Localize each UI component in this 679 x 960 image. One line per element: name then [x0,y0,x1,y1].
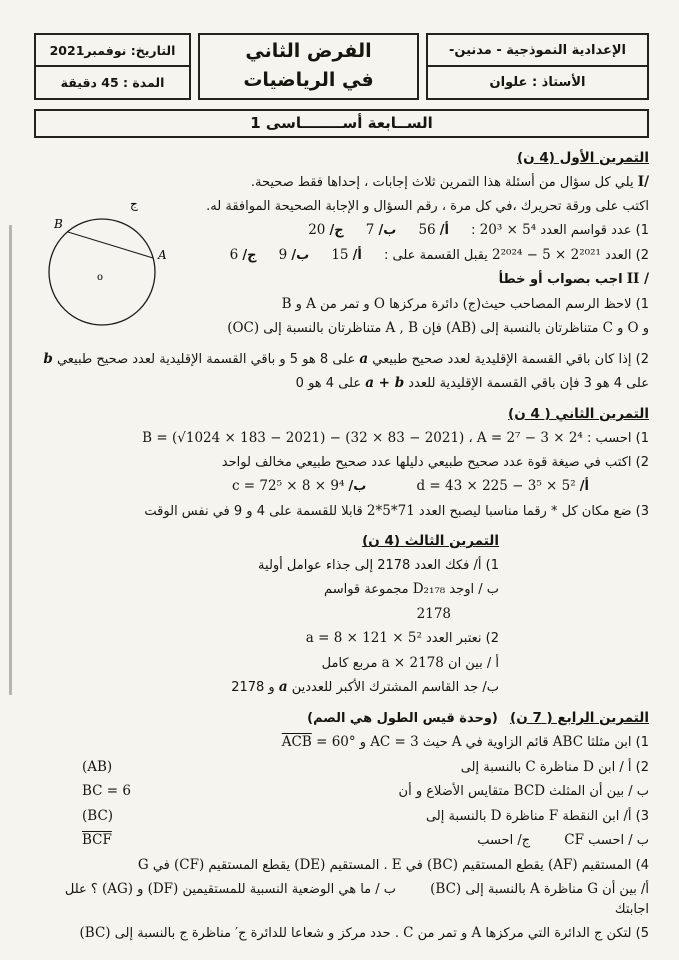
segment-CF: CF [564,832,584,849]
expr-a-def: a = 8 × 121 × 5² [305,630,422,647]
line-CF: (CF) [174,856,205,873]
ex1-q2-option-c-label: ج/ [242,247,257,263]
ex3-q1b-wrap [34,604,649,625]
part-ii-marker: II / [626,271,649,288]
label-B: B [54,217,63,231]
ex1-q1-option-c-value: 20 [308,222,326,239]
seg: متناظرتان بالنسبة إلى [263,321,382,337]
seg: أ / بين ان [448,655,499,671]
teacher-name: الأستاذ : علوان [428,65,647,97]
ex4-q5 [34,923,649,944]
ex4-q4 [34,855,649,876]
ex1-q1-option-a-label: أ/ [439,223,450,239]
point-A: A [529,881,540,898]
line-BC: (BC) [430,881,462,898]
triangle-BCD: BCD [513,783,546,800]
expr-B: B = (√1024 × 183 − 2021) − (32 × 83 − 2021) [142,430,465,447]
var-b: b [43,350,53,367]
exam-duration: المدة : 45 دقيقة [36,65,189,97]
label-A: A [158,248,167,262]
ex2-q2 [34,453,649,473]
line-DE: (DE) [294,856,326,873]
ex4-unit-note: (وحدة قيس الطول هي الصم) [307,710,498,726]
seg: يقطع المستقيم [208,857,291,873]
point-O: O [373,295,385,312]
ex3-q1a [34,556,649,576]
seg: بالنسبة إلى [460,759,522,775]
seg: 2) اكتب في صيغة قوة عدد صحيح طبيعي دليلها عدد صحيح طبيعي مخالف لواحد [221,454,649,470]
line-BC: (BC) [79,925,111,942]
ex2-q3 [34,501,649,522]
label-o-center: o [97,272,104,283]
ex4-title-row [34,708,649,729]
expr-d: d = 43 × 225 − 3⁵ × 5² [416,478,576,495]
ex1-q1-colon: : [471,223,476,239]
ex1-q2-option-b-value: 9 [278,246,288,263]
seg: 2) نعتبر العدد [426,631,499,647]
point-G: G [587,881,598,898]
seg: 5) لتكن ج الدائرة التي مركزها [485,926,649,942]
ex1-q2-text: 2) العدد [605,247,649,263]
line-AB: (AB) [446,320,477,337]
ex3-q2a [34,653,649,674]
line-AF: (AF) [547,856,578,873]
seg: مناظرة [539,759,580,775]
seg: ؟ علل اجابتك [64,882,649,917]
right-part [461,757,649,778]
seg: و 2178 [231,680,275,696]
seg: بالنسبة إلى [465,882,526,898]
seg: يقطع المستقيم [462,857,544,873]
point-A: A [471,925,482,942]
points-A-B: A , B [385,320,419,337]
ex1-intro1-text: يلي كل سؤال من أسئلة هذا التمرين ثلاث إجابات ، إحداها فقط صحيحة. [250,175,634,191]
school-box [426,33,649,100]
ex1-q2-option-c-value: 6 [229,246,239,263]
exam-date: التاريخ: نوفمبر2021 [49,42,176,58]
ex1-intro2-text: اكتب على ورقة تحريرك ،في كل مرة ، رقم السؤال و الإجابة الصحيحة الموافقة له. [206,198,649,214]
ex1-q2-option-a-label: أ/ [352,247,362,263]
ex4-q1 [34,732,649,753]
ex2-q1 [34,428,649,449]
seg: و [295,296,302,312]
angle-ACB: $\overline{ACB}$ [281,734,312,751]
seg: و [642,321,649,337]
triangle-ABC: ABC [552,734,584,751]
seg: أ/ بين أن [602,882,649,898]
point-C: C [602,320,613,337]
class-level-bar: الســابعة أســــــــاسى 1 [34,109,649,138]
seg: . حدد مركز و شعاعا للدائرة ج′ مناظرة ج بالنسبة إلى [114,926,399,942]
var-a: a [359,350,369,367]
seg: قابلا للقسمة على 4 و 9 في نفس الوقت [144,503,363,519]
ex1-q2-option-a-value: 15 [331,246,349,263]
seg: 1) ابن مثلثا [587,735,649,751]
seg: مجموعة قواسم [324,582,409,598]
ex3-title: التمرين الثالث (4 ن) [362,533,499,550]
option-b-label: ب/ [348,479,367,495]
seg: فإن [422,321,442,337]
line-BC: (BC) [82,807,114,824]
exam-title-box [198,33,419,100]
seg: و [137,882,144,898]
seg: ب / اوجد [449,582,499,598]
point-D: D [583,758,594,775]
point-F: F [548,807,559,824]
circle-figure-svg [40,196,190,336]
line-AB: (AB) [82,758,113,775]
seg: ب / بين أن المثلث [549,784,649,800]
ex4-q2a [34,757,649,778]
point-G: G [137,856,149,873]
exam-title-line2: في الرياضيات [243,69,374,92]
point-B: B [281,295,292,312]
point-A: A [306,295,316,312]
line-AG: (AG) [101,881,134,898]
seg: 1) لاحظ الرسم المصاحب حيث(ج) دائرة مركزها [389,296,649,312]
option-a-label: أ/ [579,479,589,495]
seg: متناظرتان بالنسبة إلى [480,321,599,337]
seg: ب / احسب [588,833,649,849]
ex1-title-row [34,148,649,169]
seg: على 4 هو 0 [295,376,362,392]
seg: 2) إذا كان باقي القسمة الإقليدية لعدد صحيح طبيعي [372,351,649,367]
seg: و [359,735,367,751]
point-D: D [490,807,502,824]
expr-a-times-2178: a × 2178 [381,654,444,671]
point-A: A [451,734,462,751]
seg: 4) المستقيم [581,857,649,873]
seg: 3) أ/ ابن النقطة [562,808,649,824]
starred-number: 2*5*71 [366,502,415,519]
point-E: E [391,856,402,873]
var-a: a [278,679,288,696]
ex1-q1-math: 20³ × 5⁴ [479,222,537,239]
seg: بالنسبة إلى [425,808,487,824]
seg: في [152,857,170,873]
seg: ب/ جد القاسم المشترك الأكبر للعددين [291,680,499,696]
label-circle-name: ج [130,197,138,211]
ex4-q3b [34,830,649,851]
seg: . المستقيم [329,857,388,873]
line-DF: (DF) [147,881,179,898]
seg: و [617,321,624,337]
right-part [477,830,649,851]
ex3-q2 [34,628,649,649]
number-2178: 2178 [416,605,451,622]
seg: و تمر من [319,296,370,312]
ex4-q2b [34,781,649,802]
point-C: C [403,925,414,942]
seg: 3) ضع مكان كل * رقما مناسبا ليصبح العدد [418,503,649,519]
length-AC: AC = 3 [370,734,419,751]
ex1-q2-mid-text: يقبل القسمة على : [384,247,488,263]
separator-comma: ، [468,431,473,447]
seg: قائم الزاوية في [465,735,549,751]
ex1-part2-heading-text: اجب بصواب أو خطأ [498,272,623,288]
point-C: C [525,758,536,775]
length-BC: BC = 6 [82,783,131,800]
angle-ACB-equation [282,734,356,750]
ex1-part1-intro-line1 [34,172,649,193]
point-O: O [627,320,639,337]
ex3-q1b [34,579,649,600]
seg: مناظرة [505,808,545,824]
ex2-q2-expressions [34,476,649,497]
ex3-title-row [34,531,649,552]
ex1-part2-q2-line1 [34,349,649,370]
ex1-q2-option-b-label: ب/ [291,247,310,263]
seg: مناظرة [543,882,584,898]
ex1-q2-math: 2²⁰²⁴ − 5 × 2²⁰²¹ [492,246,601,263]
seg: 1) احسب : [586,431,649,447]
part-i-marker: I/ [637,174,649,191]
angle-BCF: $\overline{BCF}$ [82,832,112,849]
right-part [399,781,649,802]
line-BC: (BC) [426,856,458,873]
seg: و تمر من [417,926,468,942]
school-name: الإعدادية النموذجية - مدنين- [449,42,626,58]
seg: ج/ احسب [477,833,531,849]
ex1-q1-text: 1) عدد قواسم العدد [540,223,649,239]
seg: 1) أ/ فكك العدد 2178 إلى جذاء عوامل أولية [258,557,499,573]
ex1-part2-q2-line2 [34,373,649,394]
circle-figure [40,196,190,340]
expr-A: A = 2⁷ − 3 × 2⁴ [476,430,583,447]
ex1-q1-option-b-label: ب/ [378,223,397,239]
ex4-title: التمرين الرابع ( 7 ن) [510,709,649,726]
seg: حيث [422,735,448,751]
seg: على 4 هو 3 فإن باقي القسمة الإقليدية للعدد [408,376,649,392]
ex1-q1-option-c-label: ج/ [329,223,344,239]
divisor-set-D2178: D₂₁₇₈ [412,581,446,598]
expr-a-plus-b: a + b [365,375,405,392]
date-duration-box [34,33,191,100]
right-part [426,806,649,827]
seg: مربع كامل [321,655,378,671]
ex1-q1-option-a-value: 56 [418,222,436,239]
seg: على 8 هو 5 و باقي القسمة الإقليدية لعدد صحيح طبيعي [56,351,356,367]
ex2-title: التمرين الثاني ( 4 ن) [508,405,649,422]
ex1-q1-option-b-value: 7 [365,222,375,239]
seg: متقايس الأضلاع و أن [398,784,510,800]
line-OC: (OC) [227,320,260,337]
ex4-q4ab [34,879,649,919]
seg: ب / ما هي الوضعية النسبية للمستقيمين [182,882,397,898]
expr-c: c = 72⁵ × 8 × 9⁴ [231,478,345,495]
exam-title-line1: الفرض الثاني [245,40,372,62]
ex1-title: التمرين الأول (4 ن) [516,149,649,166]
angle-value: = 60° [311,734,356,751]
ex3-q2b [34,677,649,698]
seg: 2) أ / ابن [598,759,649,775]
ex2-title-row [34,404,649,425]
seg: في [405,857,423,873]
header [34,33,649,100]
ex4-q3a [34,806,649,827]
